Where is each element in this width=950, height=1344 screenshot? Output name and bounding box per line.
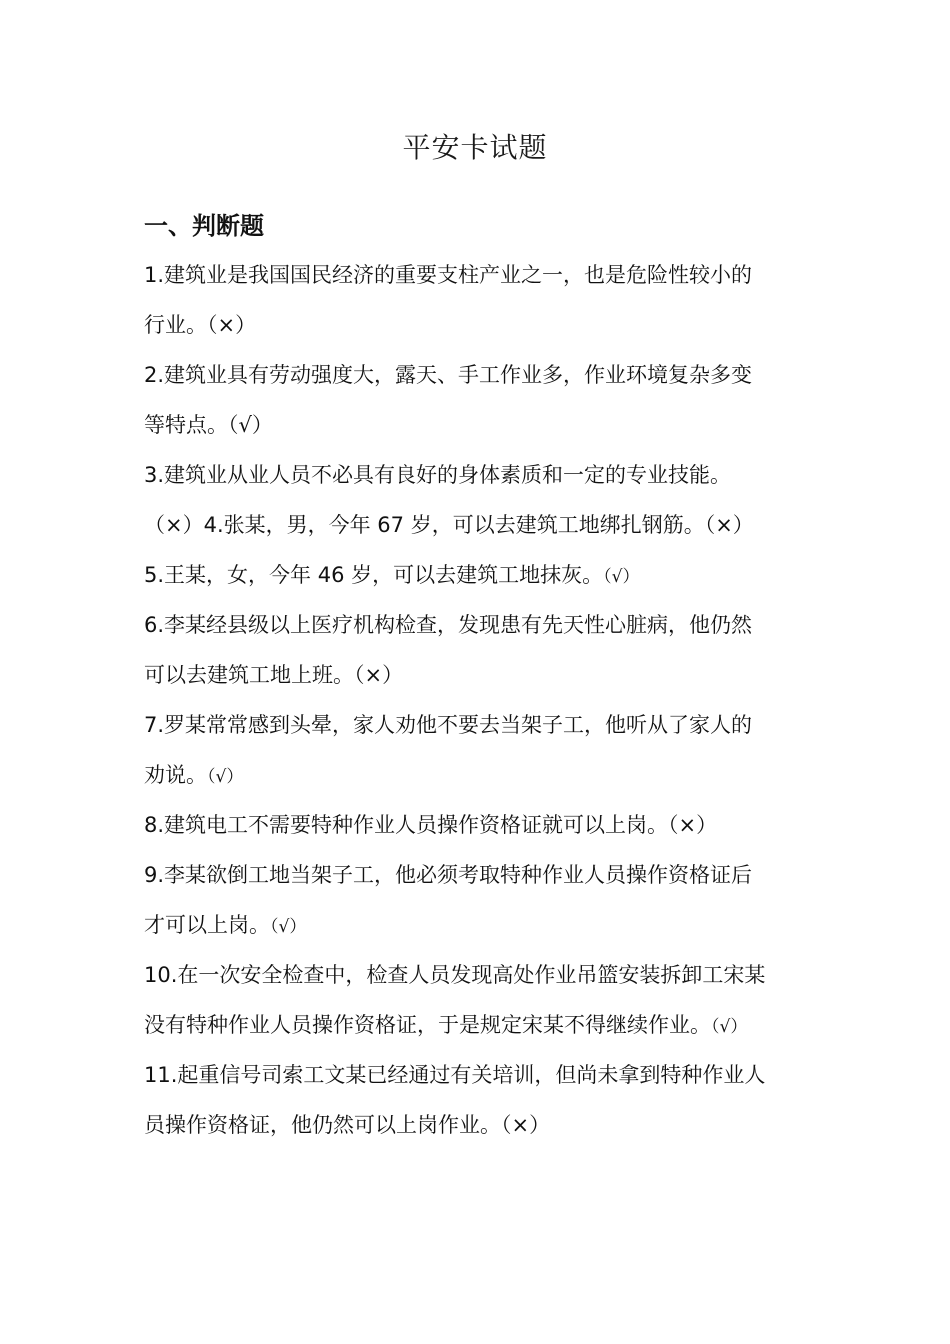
question-line: 等特点。（√） [144,413,273,437]
question-line: 行业。（×） [144,313,257,337]
answer-mark: （√） [207,767,244,787]
question-line: 劝说。（√） [144,763,244,787]
question-line: 没有特种作业人员操作资格证，于是规定宋某不得继续作业。（√） [144,1013,748,1037]
question-line: 2.建筑业具有劳动强度大，露天、手工作业多，作业环境复杂多变 [144,363,753,387]
question-line: 9.李某欲倒工地当架子工，他必须考取特种作业人员操作资格证后 [144,863,753,887]
page-title: 平安卡试题 [402,131,548,164]
question-line: 可以去建筑工地上班。（×） [144,663,404,687]
question-line: 5.王某，女，今年 46 岁，可以去建筑工地抹灰。（√） [144,563,640,587]
question-line: 8.建筑电工不需要特种作业人员操作资格证就可以上岗。（×） [144,813,718,837]
question-line: 6.李某经县级以上医疗机构检查，发现患有先天性心脏病，他仍然 [144,613,753,637]
question-line: 10.在一次安全检查中，检查人员发现高处作业吊篮安装拆卸工宋某 [144,963,766,987]
answer-mark: （√） [270,917,307,937]
question-line: 3.建筑业从业人员不必具有良好的身体素质和一定的专业技能。 [144,463,732,487]
question-line: 才可以上岗。（√） [144,913,307,937]
question-line: 7.罗某常常感到头晕，家人劝他不要去当架子工，他听从了家人的 [144,713,753,737]
answer-mark: （√） [711,1017,748,1037]
answer-mark: （√） [603,567,640,587]
question-line: 员操作资格证，他仍然可以上岗作业。（×） [144,1113,551,1137]
section-heading: 一、判断题 [144,212,264,240]
question-line: 11.起重信号司索工文某已经通过有关培训，但尚未拿到特种作业人 [144,1063,766,1087]
question-line: 1.建筑业是我国国民经济的重要支柱产业之一，也是危险性较小的 [144,263,753,287]
question-line: （×）4.张某，男，今年 67 岁，可以去建筑工地绑扎钢筋。（×） [144,513,754,537]
question-list [144,250,808,1150]
